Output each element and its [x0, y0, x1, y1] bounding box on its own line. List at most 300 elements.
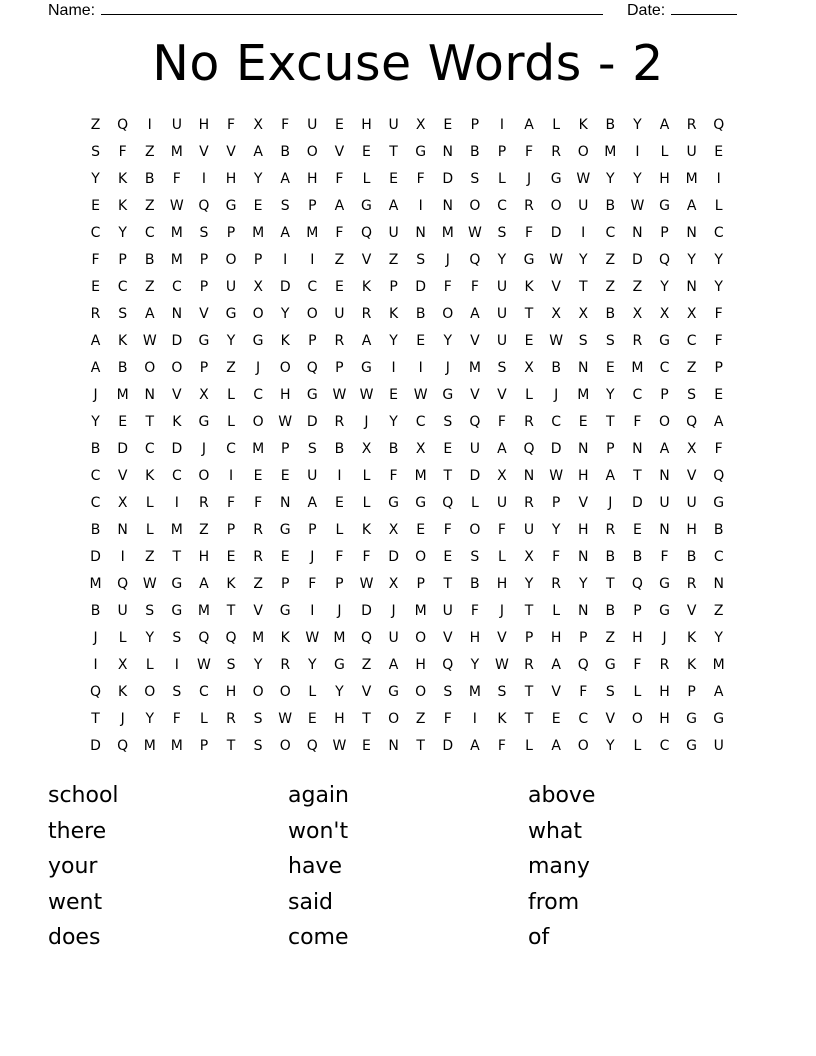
grid-letter: Q	[686, 414, 698, 430]
grid-letter: C	[307, 279, 318, 295]
grid-letter: Q	[117, 738, 129, 754]
grid-letter: Z	[605, 279, 616, 295]
grid-letter: B	[415, 306, 426, 322]
grid-letter: Z	[388, 252, 399, 268]
grid-letter: E	[253, 198, 263, 214]
grid-letter: X	[253, 279, 263, 295]
grid-letter: I	[310, 603, 315, 619]
grid-letter: E	[307, 711, 317, 727]
grid-letter: E	[362, 144, 371, 160]
grid-letter: Y	[280, 306, 290, 322]
grid-row	[82, 249, 734, 276]
grid-letter: M	[468, 360, 481, 376]
grid-letter: P	[118, 252, 127, 268]
grid-letter: H	[496, 576, 508, 592]
grid-letter: A	[388, 657, 399, 673]
grid-letter: G	[523, 252, 535, 268]
grid-letter: Q	[198, 198, 210, 214]
grid-letter: M	[685, 171, 698, 187]
grid-row	[82, 276, 734, 303]
grid-letter: P	[308, 333, 317, 349]
word-bank-item: from	[528, 889, 580, 915]
grid-letter: Z	[686, 360, 697, 376]
grid-letter: U	[496, 279, 508, 295]
grid-letter: M	[170, 522, 183, 538]
grid-letter: T	[524, 306, 534, 322]
grid-letter: D	[550, 225, 562, 241]
grid-letter: V	[605, 711, 616, 727]
grid-letter: M	[333, 630, 346, 646]
grid-letter: G	[198, 414, 210, 430]
grid-letter: W	[332, 738, 347, 754]
grid-letter: N	[577, 603, 589, 619]
name-field	[48, 0, 603, 20]
grid-letter: E	[416, 522, 426, 538]
word-bank-item: there	[48, 818, 107, 844]
grid-letter: M	[89, 576, 102, 592]
grid-letter: Y	[606, 171, 615, 187]
grid-letter: F	[226, 117, 236, 133]
grid-letter: W	[142, 576, 157, 592]
date-label: Date:	[627, 2, 666, 19]
grid-letter: C	[226, 441, 236, 457]
grid-letter: Z	[253, 576, 263, 592]
grid-letter: M	[577, 387, 590, 403]
grid-letter: S	[605, 684, 615, 700]
grid-letter: F	[362, 549, 371, 565]
grid-letter: Y	[470, 657, 480, 673]
grid-letter: F	[525, 144, 534, 160]
grid-letter: U	[225, 279, 237, 295]
word-bank-item: does	[48, 925, 101, 950]
grid-letter: H	[334, 711, 345, 727]
grid-letter: A	[90, 360, 101, 376]
grid-letter: P	[280, 441, 290, 457]
grid-letter: Q	[306, 360, 318, 376]
grid-letter: R	[551, 576, 561, 592]
grid-letter: J	[337, 603, 342, 619]
grid-letter: Y	[118, 225, 127, 241]
grid-letter: D	[442, 171, 454, 187]
grid-letter: J	[93, 630, 98, 646]
grid-letter: A	[686, 198, 697, 214]
grid-letter: F	[443, 279, 452, 295]
grid-letter: X	[415, 441, 426, 457]
grid-letter: O	[415, 630, 427, 646]
grid-letter: K	[118, 333, 128, 349]
grid-letter: X	[361, 441, 372, 457]
grid-letter: N	[388, 738, 399, 754]
grid-letter: G	[686, 738, 698, 754]
grid-letter: V	[334, 144, 345, 160]
grid-letter: Z	[144, 144, 155, 160]
grid-letter: E	[416, 333, 426, 349]
grid-row	[82, 465, 734, 492]
grid-letter: A	[144, 306, 155, 322]
grid-letter: A	[199, 576, 209, 592]
grid-letter: J	[445, 360, 450, 376]
grid-letter: X	[524, 549, 534, 565]
grid-letter: U	[469, 441, 480, 457]
grid-letter: F	[497, 522, 506, 538]
grid-letter: F	[172, 171, 181, 187]
grid-letter: Q	[360, 630, 372, 646]
grid-letter: F	[254, 495, 263, 511]
grid-letter: V	[253, 603, 263, 619]
grid-letter: V	[172, 387, 182, 403]
grid-letter: F	[470, 279, 479, 295]
grid-letter: U	[686, 495, 697, 511]
grid-letter: A	[497, 441, 507, 457]
grid-letter: Y	[253, 171, 263, 187]
grid-letter: A	[713, 414, 724, 430]
grid-letter: L	[525, 387, 533, 403]
grid-letter: O	[198, 468, 210, 484]
word-bank-item: what	[528, 818, 583, 844]
grid-letter: K	[280, 630, 290, 646]
grid-letter: E	[280, 549, 290, 565]
grid-letter: E	[714, 387, 724, 403]
grid-letter: V	[551, 684, 561, 700]
grid-row	[82, 546, 734, 573]
grid-letter: K	[145, 468, 155, 484]
grid-letter: N	[686, 225, 697, 241]
grid-letter: O	[631, 711, 643, 727]
grid-letter: C	[497, 198, 507, 214]
grid-letter: B	[334, 441, 345, 457]
grid-letter: Q	[225, 630, 237, 646]
grid-letter: A	[659, 117, 670, 133]
grid-letter: S	[253, 711, 263, 727]
grid-letter: R	[334, 333, 345, 349]
grid-letter: O	[469, 522, 481, 538]
grid-letter: U	[388, 225, 399, 241]
grid-letter: S	[443, 684, 453, 700]
grid-letter: Y	[389, 333, 398, 349]
grid-letter: H	[550, 630, 562, 646]
grid-letter: Y	[524, 576, 534, 592]
grid-letter: V	[361, 684, 372, 700]
grid-letter: T	[524, 684, 534, 700]
grid-letter: Y	[335, 684, 344, 700]
grid-letter: D	[117, 441, 129, 457]
grid-letter: P	[606, 441, 615, 457]
grid-letter: G	[171, 576, 183, 592]
grid-letter: E	[605, 360, 615, 376]
grid-letter: N	[442, 198, 453, 214]
grid-letter: C	[199, 684, 209, 700]
grid-letter: P	[199, 279, 209, 295]
grid-letter: V	[199, 144, 209, 160]
grid-letter: I	[418, 360, 423, 376]
grid-letter: E	[389, 387, 398, 403]
grid-letter: W	[359, 387, 374, 403]
grid-letter: G	[361, 360, 372, 376]
grid-row	[82, 708, 734, 735]
grid-letter: F	[470, 603, 479, 619]
grid-letter: Z	[144, 198, 155, 214]
grid-letter: W	[197, 657, 211, 673]
grid-letter: F	[714, 441, 723, 457]
grid-letter: E	[334, 279, 344, 295]
grid-letter: Z	[415, 711, 426, 727]
grid-letter: K	[361, 522, 372, 538]
grid-row	[82, 411, 734, 438]
grid-letter: M	[414, 468, 427, 484]
grid-letter: G	[361, 198, 372, 214]
grid-letter: X	[117, 657, 128, 673]
grid-letter: I	[391, 360, 396, 376]
grid-letter: H	[198, 117, 210, 133]
grid-letter: P	[497, 144, 507, 160]
grid-letter: W	[359, 576, 374, 592]
grid-letter: T	[524, 603, 534, 619]
grid-letter: G	[659, 603, 670, 619]
word-search-grid	[82, 114, 734, 762]
grid-letter: J	[256, 360, 261, 376]
grid-letter: S	[145, 603, 155, 619]
grid-letter: J	[93, 387, 98, 403]
grid-letter: F	[525, 225, 534, 241]
grid-letter: R	[632, 333, 643, 349]
date-field	[627, 0, 737, 20]
grid-letter: W	[278, 414, 293, 430]
grid-letter: I	[201, 171, 206, 187]
grid-letter: F	[172, 711, 181, 727]
grid-letter: P	[524, 630, 534, 646]
grid-letter: P	[335, 576, 344, 592]
grid-letter: R	[280, 657, 291, 673]
grid-letter: F	[633, 414, 642, 430]
word-bank-item: went	[48, 889, 103, 915]
grid-letter: V	[199, 306, 209, 322]
grid-letter: T	[91, 711, 100, 727]
grid-row	[82, 195, 734, 222]
grid-letter: S	[118, 306, 128, 322]
grid-row	[82, 573, 734, 600]
grid-letter: G	[252, 333, 264, 349]
grid-letter: D	[90, 738, 101, 754]
grid-letter: V	[686, 603, 697, 619]
grid-letter: J	[499, 603, 505, 619]
grid-letter: L	[633, 684, 642, 700]
word-bank-item: school	[48, 783, 119, 808]
grid-letter: B	[686, 549, 697, 565]
grid-letter: J	[662, 630, 667, 646]
grid-letter: R	[686, 117, 697, 133]
grid-letter: S	[578, 333, 588, 349]
grid-letter: C	[253, 387, 263, 403]
grid-letter: G	[225, 306, 237, 322]
grid-letter: U	[117, 603, 128, 619]
grid-letter: B	[280, 144, 290, 160]
grid-letter: N	[577, 441, 589, 457]
grid-letter: O	[279, 738, 291, 754]
grid-letter: E	[118, 414, 128, 430]
grid-letter: M	[170, 144, 183, 160]
grid-letter: E	[226, 549, 236, 565]
grid-letter: N	[279, 495, 291, 511]
grid-letter: P	[416, 576, 425, 592]
grid-letter: V	[470, 387, 480, 403]
grid-letter: R	[659, 657, 670, 673]
grid-letter: F	[226, 495, 236, 511]
grid-letter: O	[252, 684, 264, 700]
grid-letter: S	[280, 198, 290, 214]
grid-letter: G	[550, 171, 562, 187]
grid-letter: A	[551, 657, 561, 673]
grid-letter: W	[332, 387, 347, 403]
grid-letter: Y	[714, 279, 723, 295]
grid-letter: G	[171, 603, 183, 619]
grid-letter: T	[145, 414, 155, 430]
grid-letter: Z	[144, 279, 155, 295]
grid-letter: S	[470, 171, 480, 187]
word-bank-item: won't	[288, 818, 349, 844]
grid-letter: D	[279, 279, 291, 295]
grid-letter: U	[388, 630, 399, 646]
grid-letter: C	[171, 468, 182, 484]
grid-letter: T	[578, 279, 588, 295]
grid-letter: X	[686, 306, 697, 322]
grid-letter: F	[579, 684, 588, 700]
grid-letter: G	[659, 198, 670, 214]
grid-row	[82, 492, 734, 519]
grid-letter: R	[524, 495, 534, 511]
grid-letter: H	[577, 522, 589, 538]
grid-letter: W	[278, 711, 293, 727]
grid-letter: C	[659, 360, 670, 376]
grid-letter: R	[686, 576, 697, 592]
grid-letter: C	[144, 225, 155, 241]
grid-letter: T	[443, 468, 453, 484]
grid-letter: K	[226, 576, 236, 592]
grid-letter: E	[280, 468, 290, 484]
name-blank-line	[101, 0, 603, 15]
grid-letter: Y	[145, 711, 155, 727]
grid-letter: E	[362, 738, 371, 754]
grid-letter: F	[389, 468, 398, 484]
grid-letter: B	[713, 522, 724, 538]
grid-letter: Z	[605, 630, 616, 646]
grid-letter: Y	[714, 630, 723, 646]
grid-letter: L	[145, 522, 154, 538]
grid-letter: B	[90, 603, 101, 619]
grid-letter: Z	[632, 279, 643, 295]
grid-letter: B	[90, 522, 101, 538]
grid-letter: O	[659, 414, 671, 430]
grid-letter: L	[633, 738, 642, 754]
grid-letter: M	[143, 738, 156, 754]
grid-letter: X	[415, 117, 426, 133]
grid-letter: S	[497, 360, 507, 376]
grid-letter: Y	[443, 333, 453, 349]
word-bank-row	[48, 851, 768, 887]
grid-letter: Z	[334, 252, 345, 268]
grid-letter: K	[497, 711, 507, 727]
grid-letter: W	[142, 333, 157, 349]
grid-letter: A	[551, 738, 561, 754]
grid-letter: Q	[306, 738, 318, 754]
grid-letter: L	[145, 495, 154, 511]
grid-letter: H	[686, 522, 697, 538]
grid-letter: I	[120, 549, 125, 565]
grid-letter: C	[551, 414, 562, 430]
grid-letter: U	[334, 306, 345, 322]
grid-letter: Q	[523, 441, 535, 457]
grid-letter: V	[686, 468, 697, 484]
grid-letter: O	[171, 360, 183, 376]
grid-letter: F	[281, 117, 290, 133]
grid-letter: H	[659, 711, 670, 727]
grid-letter: E	[714, 144, 724, 160]
grid-letter: F	[497, 738, 506, 754]
grid-letter: A	[253, 144, 263, 160]
grid-letter: N	[144, 387, 155, 403]
grid-letter: E	[443, 441, 453, 457]
grid-letter: K	[118, 171, 128, 187]
grid-letter: E	[524, 333, 534, 349]
grid-letter: M	[468, 684, 481, 700]
grid-letter: J	[526, 171, 532, 187]
grid-row	[82, 681, 734, 708]
grid-letter: Q	[117, 576, 129, 592]
grid-row	[82, 141, 734, 168]
grid-letter: T	[606, 576, 615, 592]
grid-letter: U	[496, 306, 508, 322]
grid-letter: G	[686, 711, 698, 727]
grid-letter: B	[470, 144, 480, 160]
grid-letter: R	[199, 495, 209, 511]
grid-letter: H	[361, 117, 372, 133]
grid-letter: J	[391, 603, 396, 619]
grid-letter: B	[90, 441, 101, 457]
grid-letter: P	[633, 603, 642, 619]
grid-letter: G	[279, 522, 291, 538]
grid-letter: F	[552, 549, 561, 565]
grid-letter: F	[416, 171, 425, 187]
word-bank	[48, 780, 768, 958]
grid-letter: I	[581, 225, 586, 241]
grid-letter: I	[635, 144, 640, 160]
grid-letter: O	[252, 306, 264, 322]
grid-letter: Y	[578, 576, 588, 592]
grid-letter: C	[144, 441, 155, 457]
grid-letter: N	[659, 522, 670, 538]
grid-letter: S	[416, 252, 426, 268]
grid-letter: W	[576, 171, 591, 187]
grid-letter: S	[172, 630, 182, 646]
grid-letter: O	[252, 414, 264, 430]
grid-letter: C	[415, 414, 426, 430]
grid-row	[82, 519, 734, 546]
grid-letter: C	[90, 468, 101, 484]
word-bank-item: said	[288, 889, 334, 915]
grid-letter: C	[90, 495, 101, 511]
grid-letter: D	[415, 279, 427, 295]
grid-letter: H	[577, 468, 589, 484]
grid-letter: P	[308, 522, 317, 538]
grid-letter: C	[578, 711, 589, 727]
grid-letter: Z	[144, 549, 155, 565]
grid-letter: L	[552, 603, 561, 619]
grid-letter: F	[335, 171, 344, 187]
grid-letter: H	[659, 171, 670, 187]
grid-letter: K	[280, 333, 290, 349]
grid-letter: Y	[91, 414, 100, 430]
grid-letter: P	[389, 279, 398, 295]
grid-letter: E	[551, 711, 561, 727]
